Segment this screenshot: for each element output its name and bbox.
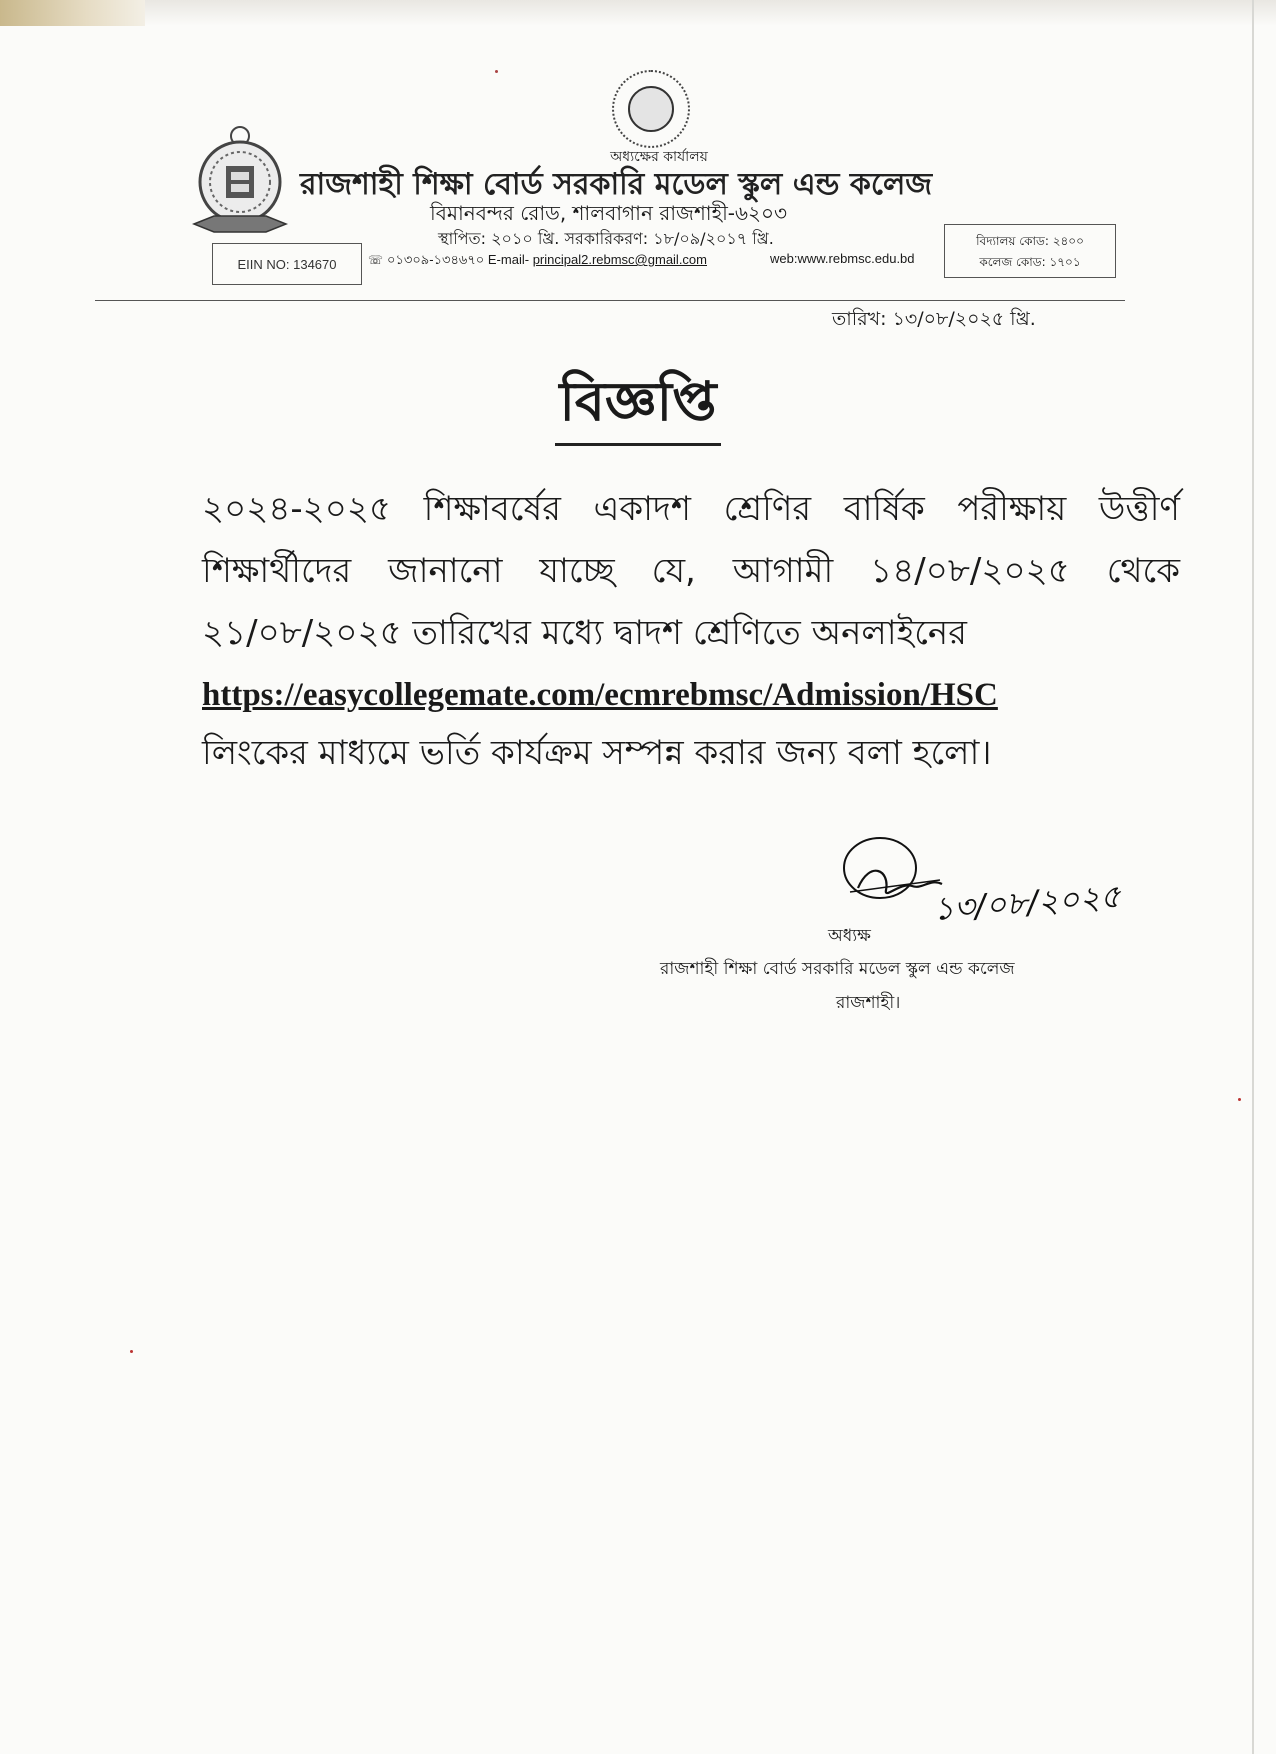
signatory-designation: অধ্যক্ষ — [828, 926, 871, 946]
signatory-school: রাজশাহী শিক্ষা বোর্ড সরকারি মডেল স্কুল এন্ড কলেজ — [660, 959, 1015, 979]
scan-speck — [1238, 1098, 1241, 1101]
notice-body-text-end: লিংকের মাধ্যমে ভর্তি কার্যক্রম সম্পন্ন করার জন্য বলা হলো। — [202, 733, 992, 773]
notice-body-text: ২০২৪-২০২৫ শিক্ষাবর্ষের একাদশ শ্রেণির বার্ষিক পরীক্ষায় উত্তীর্ণ শিক্ষার্থীদের জানানো যাচ্ছে যে, আগামী ১৪/০৮/২০২৫ থেকে ২১/০৮/২০২৫ তারিখের মধ্যে দ্বাদশ শ্রেণিতে অনলাইনের — [202, 489, 1180, 653]
scan-speck — [495, 70, 498, 73]
email-label: E-mail- — [487, 252, 530, 267]
college-code: কলেজ কোড: ১৭০১ — [979, 255, 1081, 269]
notice-title — [0, 360, 1276, 450]
page-edge — [1252, 0, 1254, 1754]
established-info: স্থাপিত: ২০১০ খ্রি. সরকারিকরণ: ১৮/০৯/২০১৭ খ্রি. — [438, 229, 774, 248]
notice-date: তারিখ: ১৩/০৮/২০২৫ খ্রি. — [832, 308, 1036, 330]
email-link[interactable]: principal2.rebmsc@gmail.com — [532, 252, 707, 267]
signatory-city: রাজশাহী। — [836, 993, 901, 1013]
eiin-number: EIIN NO: 134670 — [237, 256, 337, 272]
scan-corner — [0, 0, 145, 26]
school-logo-icon — [190, 124, 290, 236]
school-code: বিদ্যালয় কোড: ২৪০০ — [976, 234, 1084, 248]
header-divider — [95, 300, 1125, 301]
website-link[interactable]: web:www.rebmsc.edu.bd — [770, 251, 915, 266]
scan-speck — [130, 1350, 133, 1353]
signature-date: ১৩/০৮/২০২৫ — [931, 876, 1122, 928]
phone-number: ০১৩০৯-১৩৪৬৭০ — [387, 252, 485, 267]
government-seal-icon — [612, 70, 690, 148]
phone-icon: ☏ — [368, 253, 384, 267]
office-label: অধ্যক্ষের কার্যালয় — [610, 149, 708, 165]
school-name: রাজশাহী শিক্ষা বোর্ড সরকারি মডেল স্কুল এন্ড কলেজ — [300, 167, 933, 202]
eiin-box — [212, 243, 362, 285]
signature-icon — [830, 820, 1122, 940]
school-address: বিমানবন্দর রোড, শালবাগান রাজশাহী-৬২০৩ — [430, 201, 788, 225]
notice-title-text: বিজ্ঞপ্তি — [555, 370, 720, 446]
notice-body — [202, 478, 1180, 784]
contact-line — [368, 251, 707, 272]
institution-codes — [944, 224, 1116, 278]
scan-shadow — [0, 0, 1276, 26]
admission-link[interactable]: https://easycollegemate.com/ecmrebmsc/Admission/HSC — [202, 677, 998, 713]
